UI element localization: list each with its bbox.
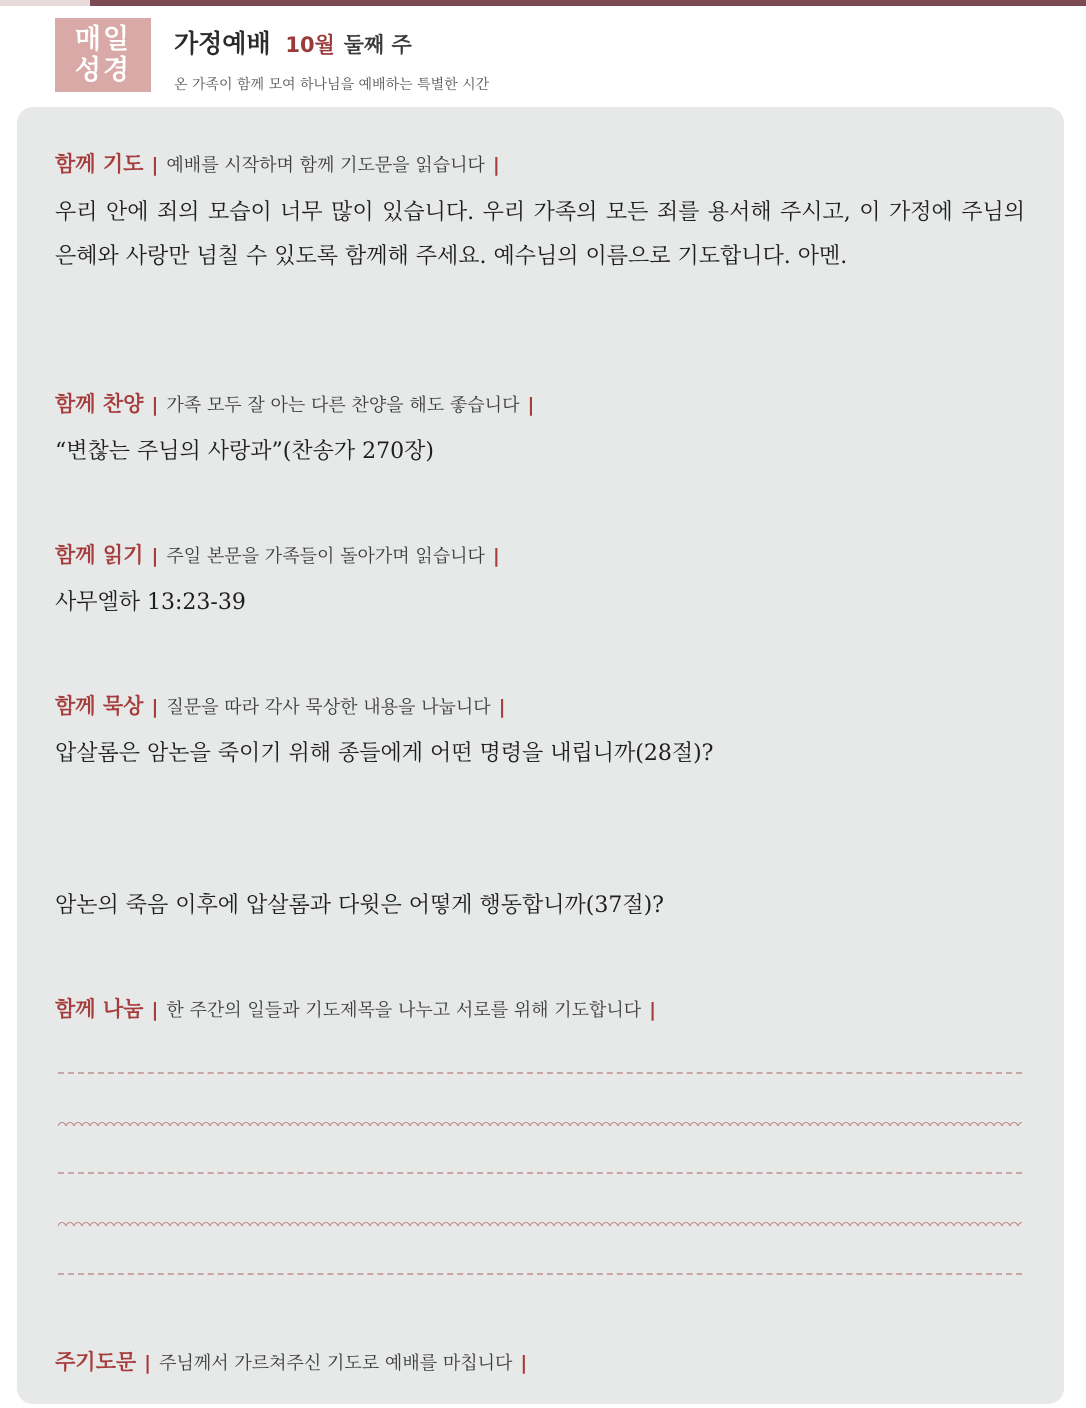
reading-text: 사무엘하 13:23-39 (55, 590, 246, 615)
separator: | (492, 154, 500, 176)
prayer-title: 함께 기도 (55, 152, 144, 176)
writing-line[interactable] (58, 1118, 1022, 1126)
lords-prayer-desc: 주님께서 가르쳐주신 기도로 예배를 마칩니다 (159, 1353, 513, 1374)
section-lords-prayer (55, 1346, 535, 1376)
praise-desc: 가족 모두 잘 아는 다른 찬양을 해도 좋습니다 (166, 395, 520, 416)
meditation-question-2: 암논의 죽음 이후에 압살롬과 다윗은 어떻게 행동합니까(37절)? (55, 893, 664, 918)
lords-prayer-heading (55, 1346, 535, 1376)
praise-heading (55, 388, 542, 418)
top-accent-bar (0, 0, 1086, 6)
separator: | (151, 696, 159, 718)
lords-prayer-title: 주기도문 (55, 1350, 137, 1374)
sharing-desc: 한 주간의 일들과 기도제목을 나누고 서로를 위해 기도합니다 (166, 1000, 642, 1021)
prayer-heading (55, 148, 508, 178)
separator: | (492, 545, 500, 567)
meditation-desc: 질문을 따라 각사 묵상한 내용을 나눕니다 (166, 697, 491, 718)
separator: | (151, 545, 159, 567)
writing-line[interactable] (58, 1218, 1022, 1226)
section-sharing (55, 993, 664, 1023)
page-subtitle: 온 가족이 함께 모여 하나님을 예배하는 특별한 시간 (174, 77, 490, 93)
logo (55, 18, 151, 92)
separator: | (151, 999, 159, 1021)
separator: | (649, 999, 657, 1021)
reading-heading (55, 539, 508, 569)
meditation-heading (55, 690, 514, 720)
separator: | (151, 394, 159, 416)
prayer-text: 우리 안에 죄의 모습이 너무 많이 있습니다. 우리 가족의 모든 죄를 용서해 주시고, 이 가정에 주님의 은혜와 사랑만 넘칠 수 있도록 함께해 주세요. 예수님의 이름으로 기도합니다. 아멘. (55, 200, 1025, 269)
writing-line[interactable] (58, 1172, 1022, 1174)
sharing-title: 함께 나눔 (55, 997, 144, 1021)
separator: | (151, 154, 159, 176)
writing-line[interactable] (58, 1072, 1022, 1074)
praise-text: “변찮는 주님의 사랑과”(찬송가 270장) (55, 439, 434, 464)
logo-line2: 성경 (74, 55, 132, 86)
title-text: 가정예배 (174, 29, 271, 58)
section-prayer (55, 148, 508, 178)
section-praise (55, 388, 542, 418)
title-week: 둘째 주 (343, 33, 412, 57)
meditation-title: 함께 묵상 (55, 694, 144, 718)
separator: | (520, 1352, 528, 1374)
logo-line1: 매일 (74, 24, 132, 55)
page-title (174, 24, 412, 60)
section-reading (55, 539, 508, 569)
reading-desc: 주일 본문을 가족들이 돌아가며 읽습니다 (166, 546, 485, 567)
reading-title: 함께 읽기 (55, 543, 144, 567)
praise-title: 함께 찬양 (55, 392, 144, 416)
sharing-heading (55, 993, 664, 1023)
meditation-question-1: 압살롬은 암논을 죽이기 위해 종들에게 어떤 명령을 내립니까(28절)? (55, 741, 714, 766)
section-meditation (55, 690, 514, 720)
separator: | (498, 696, 506, 718)
writing-line[interactable] (58, 1273, 1022, 1275)
prayer-desc: 예배를 시작하며 함께 기도문을 읽습니다 (166, 155, 485, 176)
separator: | (144, 1352, 152, 1374)
separator: | (527, 394, 535, 416)
title-month: 10월 (285, 33, 335, 57)
